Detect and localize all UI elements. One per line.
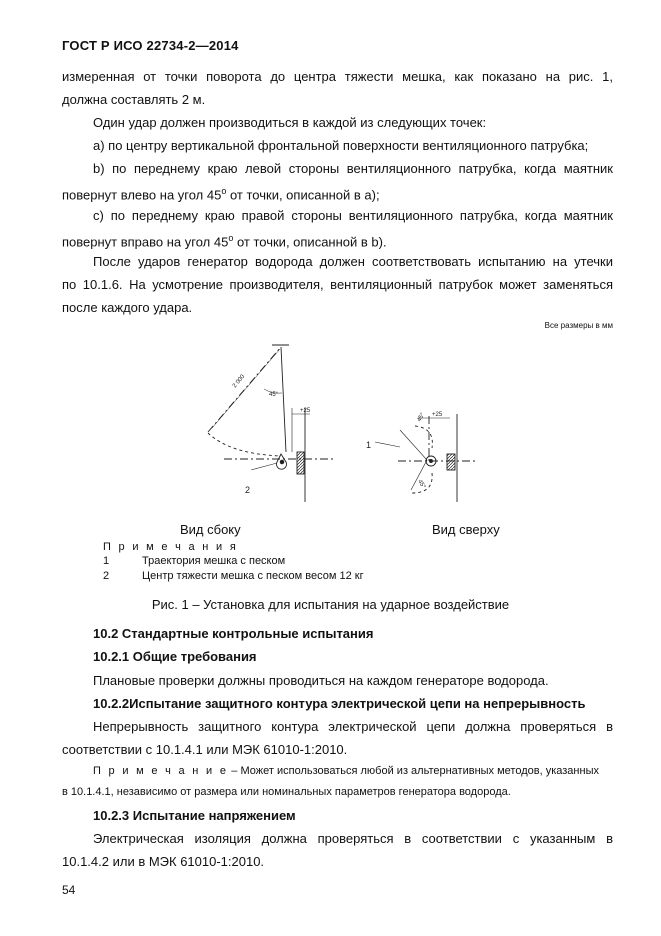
note-number: 1 [103, 555, 110, 567]
top-angle-label-b: 45° [416, 479, 427, 490]
caption-side-view: Вид сбоку [180, 522, 241, 537]
top-offset-label: +25 [432, 412, 443, 418]
top-bag-center [430, 460, 433, 463]
subsection-heading: 10.2.2Испытание защитного контура электрической цепи на непрерывность [93, 696, 586, 711]
units-note: Все размеры в мм [544, 321, 613, 330]
paragraph-line: после каждого удара. [62, 300, 193, 315]
paragraph-line: соответствии с 10.1.4.1 или МЭК 61010-1:2010. [62, 742, 348, 757]
figure-title: Рис. 1 – Установка для испытания на ударное воздействие [151, 597, 510, 612]
top-leader [375, 442, 400, 447]
note-text: Траектория мешка с песком [142, 555, 286, 567]
page-number: 54 [62, 883, 76, 897]
note-text: Центр тяжести мешка с песком весом 12 кг [142, 570, 364, 582]
paragraph-line: по 10.1.6. На усмотрение производителя, вентиляционный патрубок может заменяться [62, 277, 613, 292]
list-item-b-cont: повернут влево на угол $45^о$ от точки, описанной в а); [62, 186, 380, 203]
side-length-dim [212, 349, 280, 428]
top-arc-1 [415, 426, 432, 448]
paragraph: Один удар должен производиться в каждой из следующих точек: [93, 115, 487, 130]
paragraph-line: Электрическая изоляция должна проверяться в соответствии с указанным в [93, 831, 613, 846]
paragraph-line: измеренная от точки поворота до центра тяжести мешка, как показано на рис. 1, [62, 69, 613, 84]
marker-2: 2 [245, 485, 251, 495]
note-line: в 10.1.4.1, независимо от размера или номинальных параметров генератора водорода. [62, 786, 511, 798]
top-angle-label-a: 45° [416, 412, 427, 423]
side-angle-label: 45° [269, 392, 279, 398]
side-leader [251, 463, 277, 470]
side-pendulum [281, 347, 286, 452]
side-length-label: 2 000 [231, 373, 247, 390]
subsection-heading: 10.2.1 Общие требования [93, 649, 257, 664]
side-trajectory [208, 433, 281, 456]
list-item-c: c) по переднему краю правой стороны вентиляционного патрубка, когда маятник [93, 208, 613, 223]
paragraph: Плановые проверки должны проводиться на каждом генераторе водорода. [93, 673, 549, 688]
top-patrubok [447, 454, 455, 470]
list-item-a: a) по центру вертикальной фронтальной поверхности вентиляционного патрубка; [93, 138, 589, 153]
subsection-heading: 10.2.3 Испытание напряжением [93, 808, 296, 823]
marker-1: 1 [366, 440, 372, 450]
side-patrubok [297, 452, 304, 474]
document-header: ГОСТ Р ИСО 22734-2—2014 [62, 38, 239, 53]
side-offset-label: +25 [300, 408, 311, 414]
caption-top-view: Вид сверху [432, 522, 500, 537]
notes-title: П р и м е ч а н и я [103, 541, 239, 553]
figure-drawing [150, 336, 510, 518]
side-bag-center [280, 460, 284, 464]
paragraph-line: должна составлять 2 м. [62, 92, 206, 107]
section-heading: 10.2 Стандартные контрольные испытания [93, 626, 374, 641]
paragraph-line: 10.1.4.2 или в МЭК 61010-1:2010. [62, 854, 265, 869]
note-number: 2 [103, 570, 110, 582]
list-item-c-cont: повернут вправо на угол $45^о$ от точки, описанной в b). [62, 233, 387, 250]
note-line: П р и м е ч а н и е – Может использоваться любой из альтернативных методов, указанных [93, 765, 599, 777]
side-pendulum-dashed [208, 347, 281, 432]
list-item-b: b) по переднему краю левой стороны вентиляционного патрубка, когда маятник [93, 161, 613, 176]
paragraph-line: После ударов генератор водорода должен соответствовать испытанию на утечки [93, 254, 613, 269]
paragraph-line: Непрерывность защитного контура электрической цепи должна проверяться в [93, 719, 613, 734]
